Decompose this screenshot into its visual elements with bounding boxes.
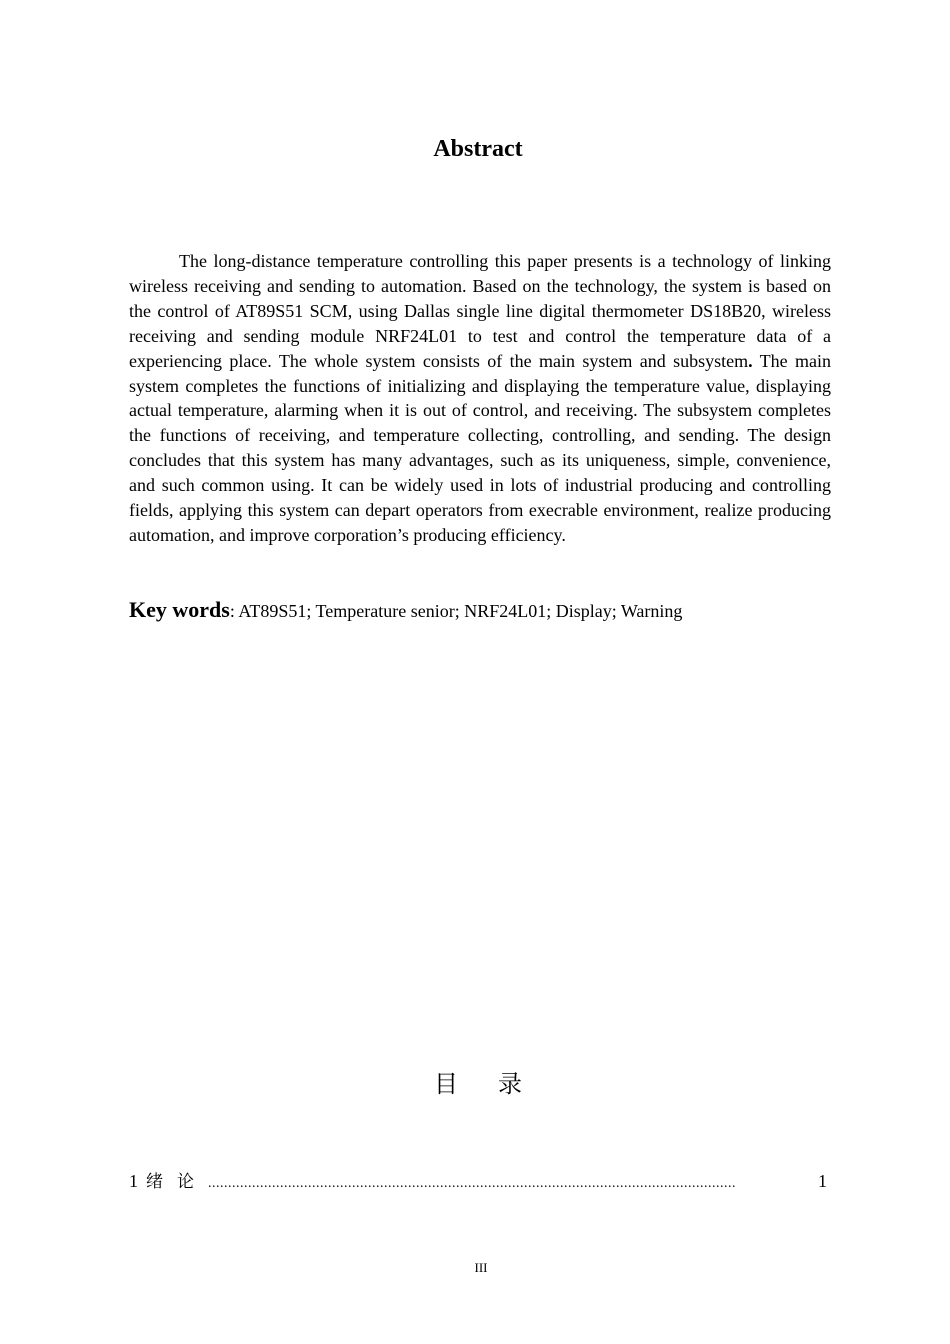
abstract-bold-period: . — [748, 350, 753, 371]
toc-dot-leader: .................................................................................................................................... — [208, 1176, 736, 1191]
abstract-body — [129, 249, 831, 548]
keywords-label: Key words — [129, 597, 230, 622]
toc-entry-number: 1 — [129, 1171, 138, 1191]
keywords-text: : AT89S51; Temperature senior; NRF24L01; Display; Warning — [229, 601, 683, 621]
abstract-text-part-1: The long-distance temperature controlling this paper presents is a technology of linking wireless receiving and sending to automation. Based on the technology, the system is based on the control of AT89S51 SCM, using Dallas single line digital thermometer DS18B20, wireless receiving and sending module NRF24L01 to test and control the temperature data of a experiencing place. The whole system consists of the main system and subsystem — [129, 251, 831, 371]
page-number: III — [474, 1260, 488, 1275]
toc-entry-page: 1 — [818, 1171, 827, 1191]
abstract-text-part-2: The main system completes the functions of initializing and displaying the temperature value, displaying actual temperature, alarming when it is out of control, and receiving. The subsystem completes the functions of receiving, and temperature collecting, controlling, and sending. The design concludes that this system has many advantages, such as its uniqueness, simple, convenience, and such common using. It can be widely used in lots of industrial producing and controlling fields, applying this system can depart operators from execrable environment, realize producing automation, and improve corporation’s producing efficiency. — [129, 350, 831, 545]
abstract-title: Abstract — [433, 136, 523, 162]
toc-entry-label: 绪论 — [146, 1172, 208, 1192]
toc-entry[interactable] — [129, 1168, 831, 1194]
toc-title: 目录 — [434, 1070, 562, 1098]
keywords-line — [129, 596, 831, 625]
